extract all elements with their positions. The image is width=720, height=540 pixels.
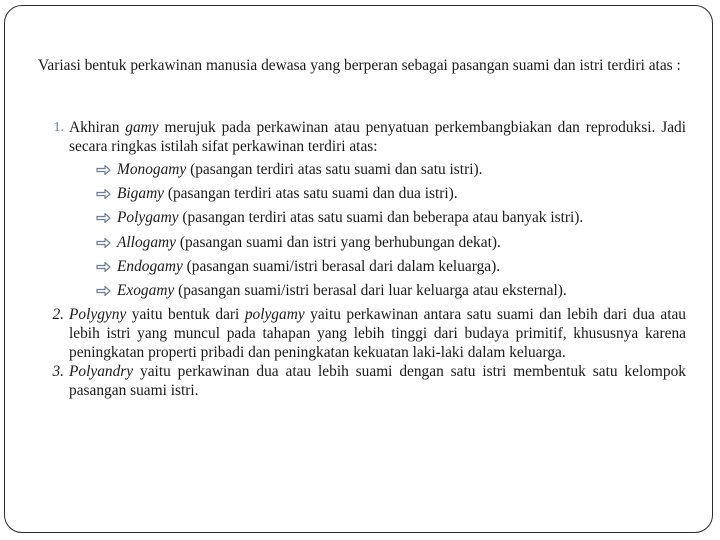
sub-item-allogamy [40,233,686,253]
item-term: gamy [125,119,159,136]
arrow-bullet-icon [96,165,111,175]
sub-item-desc: (pasangan suami/istri berasal dari dalam keluarga). [182,257,501,275]
sub-item-exogamy [40,281,686,301]
list-item-3 [40,362,686,400]
sub-item-desc: (pasangan suami/istri berasal dari luar keluarga atau eksternal). [174,281,567,299]
sub-item-monogamy [40,160,686,180]
list-item-1 [40,118,686,156]
sub-item-term: Polygamy [117,209,179,227]
item-text: merujuk pada perkawinan atau penyatuan perkembangbiakan dan reproduksi. Jadi secara ringkas istilah sifat perkawinan terdiri atas: [69,119,686,155]
sub-list [40,160,686,301]
intro-paragraph: Variasi bentuk perkawinan manusia dewasa yang berperan sebagai pasangan suami dan istri terdiri atas : [38,57,681,74]
list-number: 3. [52,363,64,381]
arrow-bullet-icon [96,286,111,296]
sub-item-term: Allogamy [117,233,176,251]
sub-item-term: Bigamy [117,185,165,203]
sub-item-bigamy [40,184,686,204]
sub-item-term: Exogamy [117,281,175,299]
item-term: Polygyny [69,306,127,324]
sub-item-desc: (pasangan suami dan istri yang berhubungan dekat). [176,233,501,251]
list-number: 2. [52,306,64,324]
sub-item-desc: (pasangan terdiri atas satu suami dan beberapa atau banyak istri). [178,209,584,227]
list-item-2 [40,305,686,362]
list-number: 1. [53,120,64,135]
item-text: yaitu perkawinan dua atau lebih suami dengan satu istri membentuk satu kelompok pasangan suami istri. [69,363,686,400]
item-term: Polyandry [69,363,134,381]
arrow-bullet-icon [96,262,111,272]
arrow-bullet-icon [96,189,111,199]
item-text: yaitu bentuk dari [126,306,245,324]
sub-item-desc: (pasangan terdiri atas satu suami dan dua istri). [164,185,458,203]
item-term: polygamy [244,306,305,324]
item-text: yaitu perkawinan antara satu suami dan lebih dari dua atau lebih istri yang muncul pada tahapan yang lebih tinggi dari budaya primitif, khususnya karena peningkatan properti pribadi dan peningkatan kekuatan laki-laki dalam keluarga. [69,306,687,362]
sub-item-term: Monogamy [117,161,187,178]
arrow-bullet-icon [96,238,111,248]
sub-item-desc: (pasangan terdiri atas satu suami dan satu istri). [186,161,483,178]
sub-item-term: Endogamy [117,257,183,275]
item-text: Akhiran [69,119,126,136]
numbered-list [40,118,686,400]
sub-item-polygamy [40,208,686,228]
arrow-bullet-icon [96,213,111,223]
sub-item-endogamy [40,257,686,277]
